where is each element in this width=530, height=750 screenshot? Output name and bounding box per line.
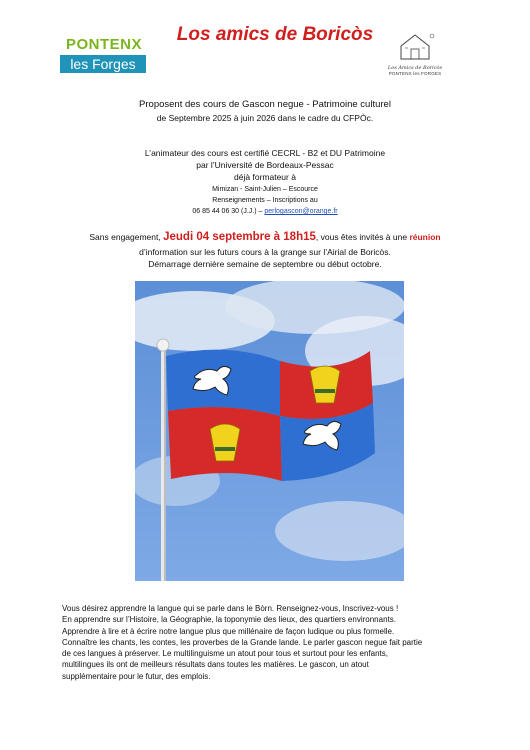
animator-line-3: déjà formateur à (234, 172, 296, 182)
animator-line-4: Mimizan - Saint-Julien – Escource (212, 186, 318, 193)
gascon-flag-image (135, 281, 404, 581)
body-paragraph (62, 603, 472, 682)
logo-subcaption: PONTENX les FORGES (388, 71, 442, 76)
animator-line-1: L’animateur des cours est certifié CECRL - B2 et DU Patrimoine (144, 148, 386, 158)
meeting-middle: , vous êtes invités à une (315, 232, 410, 242)
meeting-prefix: Sans engagement, (89, 232, 164, 242)
meeting-word: réunion (409, 232, 441, 242)
flag-photo (135, 281, 404, 581)
paragraph-line: de ces langues à préserver. Le multilinguisme un atout pour tous et surtout pour les enfants, (62, 649, 388, 659)
meeting-date: Jeudi 04 septembre à 18h15 (163, 231, 316, 243)
paragraph-line: Connaître les chants, les contes, les proverbes de la Grande lande. Le parler gascon negue fait partie (62, 637, 423, 647)
intro-line-2: de Septembre 2025 à juin 2026 dans le cadre du CFPÒc. (156, 113, 374, 123)
intro-line-1: Proposent des cours de Gascon negue - Patrimoine culturel (139, 99, 391, 110)
paragraph-line: En apprendre sur l’Histoire, la Géographie, la toponymie des lieux, des quartiers environnants. (62, 615, 396, 625)
meeting-line-1 (40, 230, 490, 244)
amics-logo (380, 32, 450, 78)
phone-number: 06 85 44 06 30 (J.J.) – (192, 208, 265, 215)
email-link[interactable]: perlogascon@orange.fr (264, 208, 338, 215)
logo-pontenx-text: PONTENX (65, 36, 142, 53)
contact-line (40, 207, 490, 217)
meeting-line-2: d’information sur les futurs cours à la grange sur l’Airial de Boricòs. (139, 247, 391, 257)
paragraph-line: Apprendre à lire et à écrire notre langue plus que millénaire de façon ludique ou plus formelle. (62, 626, 395, 636)
page-title: Los amics de Boricòs (176, 24, 374, 45)
paragraph-line: supplémentaire pour le futur, des emplois. (62, 671, 211, 681)
paragraph-line: multilingues ils ont de meilleurs résultats dans toutes les matières. Le gascon, un atout (62, 660, 369, 670)
logo-les-forges-text: les Forges (60, 55, 146, 73)
logo-caption: Los Amics de Boricòs (387, 65, 443, 71)
paragraph-line: Vous désirez apprendre la langue qui se parle dans le Bòrn. Renseignez-vous, Inscrivez-vous ! (62, 604, 399, 613)
pontenx-logo (60, 37, 148, 75)
animator-line-2: par l’Université de Bordeaux-Pessac (196, 160, 334, 170)
meeting-line-3: Démarrage dernière semaine de septembre ou début octobre. (148, 259, 382, 269)
house-icon (395, 32, 435, 60)
animator-line-5: Renseignements – Inscriptions au (212, 197, 318, 204)
